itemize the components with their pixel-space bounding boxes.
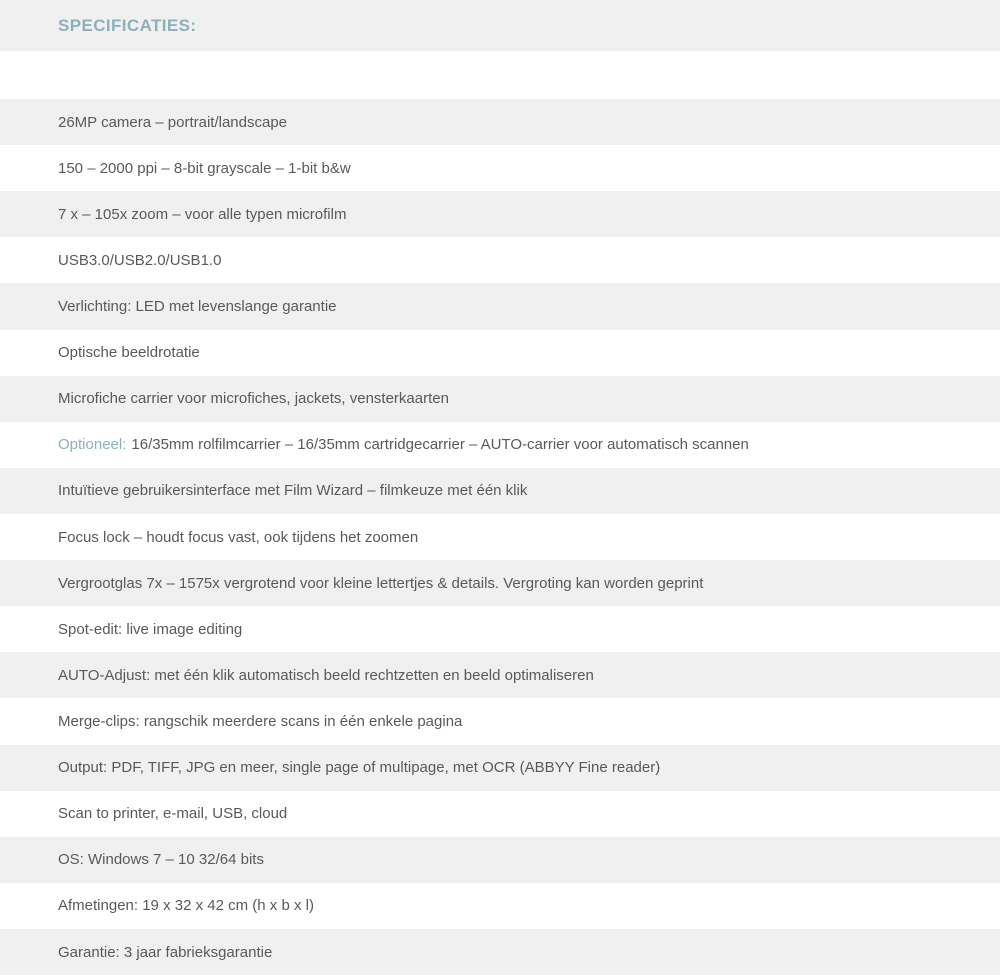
spec-row-verlichting xyxy=(0,283,1000,329)
spec-text: AUTO-Adjust: met één klik automatisch beeld rechtzetten en beeld optimaliseren xyxy=(58,666,594,684)
spec-row-zoom xyxy=(0,191,1000,237)
spec-text: Spot-edit: live image editing xyxy=(58,620,243,638)
optioneel-label: Optioneel: xyxy=(58,436,127,454)
spec-text: 7 x – 105x zoom – voor alle typen microfilm xyxy=(58,205,347,223)
spec-text: Microfiche carrier voor microfiches, jackets, vensterkaarten xyxy=(58,390,449,408)
spec-row-camera xyxy=(0,99,1000,145)
spec-text: Verlichting: LED met levenslange garantie xyxy=(58,297,337,315)
spec-text: 150 – 2000 ppi – 8-bit grayscale – 1-bit b&w xyxy=(58,159,351,177)
spec-row-usb xyxy=(0,237,1000,283)
spec-text: Output: PDF, TIFF, JPG en meer, single page of multipage, met OCR (ABBYY Fine reader) xyxy=(58,759,661,777)
spec-text: Intuïtieve gebruikersinterface met Film Wizard – filmkeuze met één klik xyxy=(58,482,528,500)
spec-row-resolution xyxy=(0,145,1000,191)
spec-row-scan-to xyxy=(0,791,1000,837)
spec-text: Optische beeldrotatie xyxy=(58,344,200,362)
spec-row-focus-lock xyxy=(0,514,1000,560)
spec-row-afmetingen xyxy=(0,883,1000,929)
spec-text: Afmetingen: 19 x 32 x 42 cm (h x b x l) xyxy=(58,897,314,915)
spec-row-optioneel xyxy=(0,422,1000,468)
header-band xyxy=(0,0,1000,51)
spec-row-auto-adjust xyxy=(0,652,1000,698)
page-title: SPECIFICATIES: xyxy=(58,15,197,35)
spec-row-merge-clips xyxy=(0,698,1000,744)
spec-row-interface xyxy=(0,468,1000,514)
spec-text: Merge-clips: rangschik meerdere scans in één enkele pagina xyxy=(58,712,463,730)
spec-text: OS: Windows 7 – 10 32/64 bits xyxy=(58,851,264,869)
spec-rows xyxy=(0,99,1000,975)
spec-text: Vergrootglas 7x – 1575x vergrotend voor kleine lettertjes & details. Vergroting kan worden geprint xyxy=(58,574,704,592)
spec-row-output xyxy=(0,745,1000,791)
spec-row-garantie xyxy=(0,929,1000,975)
spec-text: 26MP camera – portrait/landscape xyxy=(58,113,288,131)
spec-text: USB3.0/USB2.0/USB1.0 xyxy=(58,251,222,269)
spec-text: Focus lock – houdt focus vast, ook tijdens het zoomen xyxy=(58,528,419,546)
spec-text: Garantie: 3 jaar fabrieksgarantie xyxy=(58,943,273,961)
spec-text: 16/35mm rolfilmcarrier – 16/35mm cartridgecarrier – AUTO-carrier voor automatisch scannen xyxy=(131,436,749,454)
spec-row-microfiche-carrier xyxy=(0,376,1000,422)
spec-row-spot-edit xyxy=(0,606,1000,652)
header-gap xyxy=(0,51,1000,99)
spec-row-os xyxy=(0,837,1000,883)
spec-text: Scan to printer, e-mail, USB, cloud xyxy=(58,805,288,823)
spec-row-vergrootglas xyxy=(0,560,1000,606)
spec-row-beeldrotatie xyxy=(0,330,1000,376)
